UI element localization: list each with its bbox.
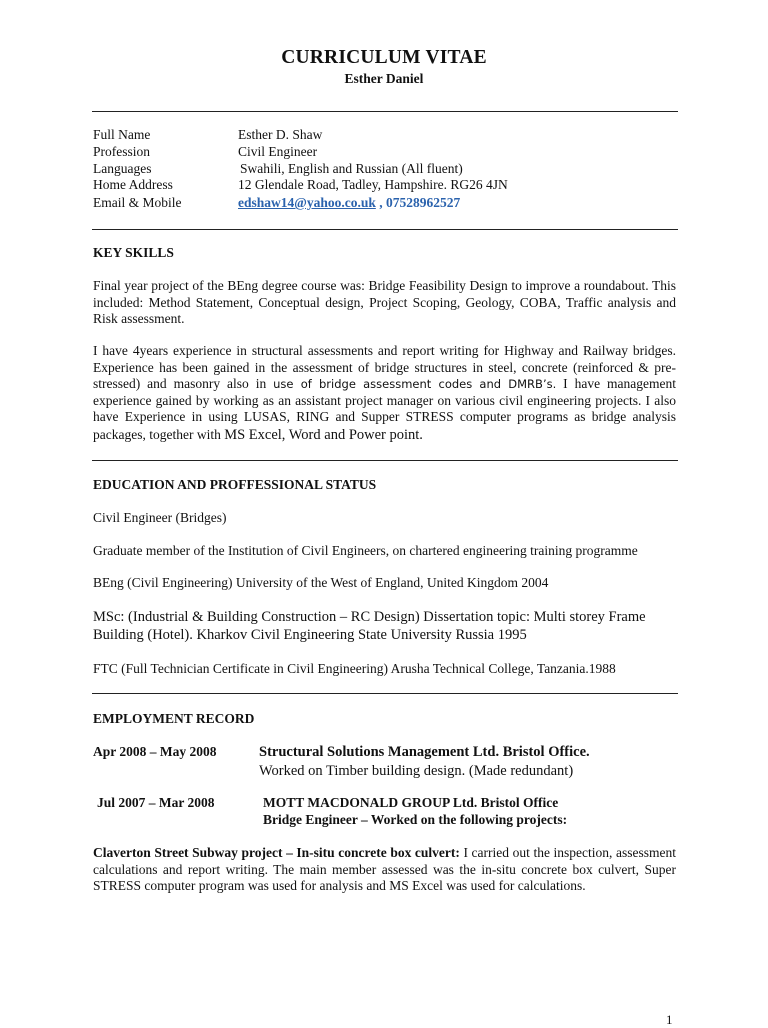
info-label: Profession: [93, 144, 150, 159]
paragraph-text: I have 4years experience in structural assessments and report writing for Highway and Railway bridges. Experience has been gained in the assessment of bridge structures in steel, concrete (reinforced & pre-stressed) and masonry also in: [93, 343, 676, 391]
project-description: [93, 845, 676, 895]
key-skills-paragraph-1: Final year project of the BEng degree course was: Bridge Feasibility Design to improve a roundabout. This included: Method Statement, Conceptual design, Project Scoping, Geology, COBA, Traffic analysis and Risk assessment.: [93, 278, 676, 326]
document-title: CURRICULUM VITAE: [281, 47, 487, 68]
divider: [92, 111, 678, 112]
paragraph-text: MS Excel, Word and Power point.: [224, 426, 423, 443]
paragraph-text: use of bridge assessment codes and DMRB’s.: [273, 377, 557, 391]
info-label: Languages: [93, 161, 152, 176]
paragraph-text: I have management experience gained by working as an assistant project manager on various civil engineering projects. I also have Experience in using LUSAS, RING and Supper STRESS computer programs as bridge analysis packages, together with: [93, 376, 676, 442]
education-heading: EDUCATION AND PROFFESSIONAL STATUS: [93, 477, 377, 492]
job-detail: Bridge Engineer – Worked on the following projects:: [263, 812, 568, 827]
info-value: [238, 194, 460, 211]
divider: [92, 693, 678, 694]
employment-heading: EMPLOYMENT RECORD: [93, 711, 255, 726]
info-label: Home Address: [93, 177, 173, 192]
job-detail: Worked on Timber building design. (Made redundant): [259, 763, 574, 779]
job-date: Jul 2007 – Mar 2008: [97, 795, 215, 810]
project-title: Claverton Street Subway project – In-situ concrete box culvert:: [93, 845, 460, 860]
education-item: MSc: (Industrial & Building Construction – RC Design) Dissertation topic: Multi storey Frame Building (Hotel). Kharkov Civil Engineering State University Russia 1995: [93, 609, 646, 643]
divider: [92, 229, 678, 230]
info-value: Esther D. Shaw: [238, 127, 323, 142]
education-item: BEng (Civil Engineering) University of the West of England, United Kingdom 2004: [93, 575, 549, 590]
document-subtitle: Esther Daniel: [344, 71, 424, 86]
education-item: Graduate member of the Institution of Civil Engineers, on chartered engineering training programme: [93, 543, 638, 558]
education-item: FTC (Full Technician Certificate in Civil Engineering) Arusha Technical College, Tanzania.1988: [93, 661, 616, 676]
job-date: Apr 2008 – May 2008: [93, 744, 217, 759]
project-text: I carried out the inspection, assessment calculations and report writing. The main member assessed was the in-situ concrete box culvert, Super STRESS computer program was used for analysis and MS Excel was used for calculations.: [93, 845, 676, 893]
info-label: Full Name: [93, 127, 151, 142]
email-link[interactable]: edshaw14@yahoo.co.uk: [238, 195, 376, 210]
info-value: Swahili, English and Russian (All fluent): [240, 161, 463, 176]
job-company: Structural Solutions Management Ltd. Bristol Office.: [259, 744, 590, 760]
mobile-number: , 07528962527: [375, 195, 461, 210]
divider: [92, 460, 678, 461]
info-label: Email & Mobile: [93, 195, 182, 210]
page-number: 1: [666, 1012, 673, 1027]
info-value: Civil Engineer: [238, 144, 318, 159]
key-skills-heading: KEY SKILLS: [93, 245, 174, 260]
key-skills-paragraph-2: [93, 343, 676, 444]
job-company: MOTT MACDONALD GROUP Ltd. Bristol Office: [263, 795, 559, 810]
info-value: 12 Glendale Road, Tadley, Hampshire. RG26 4JN: [238, 177, 508, 192]
education-item: Civil Engineer (Bridges): [93, 510, 227, 525]
